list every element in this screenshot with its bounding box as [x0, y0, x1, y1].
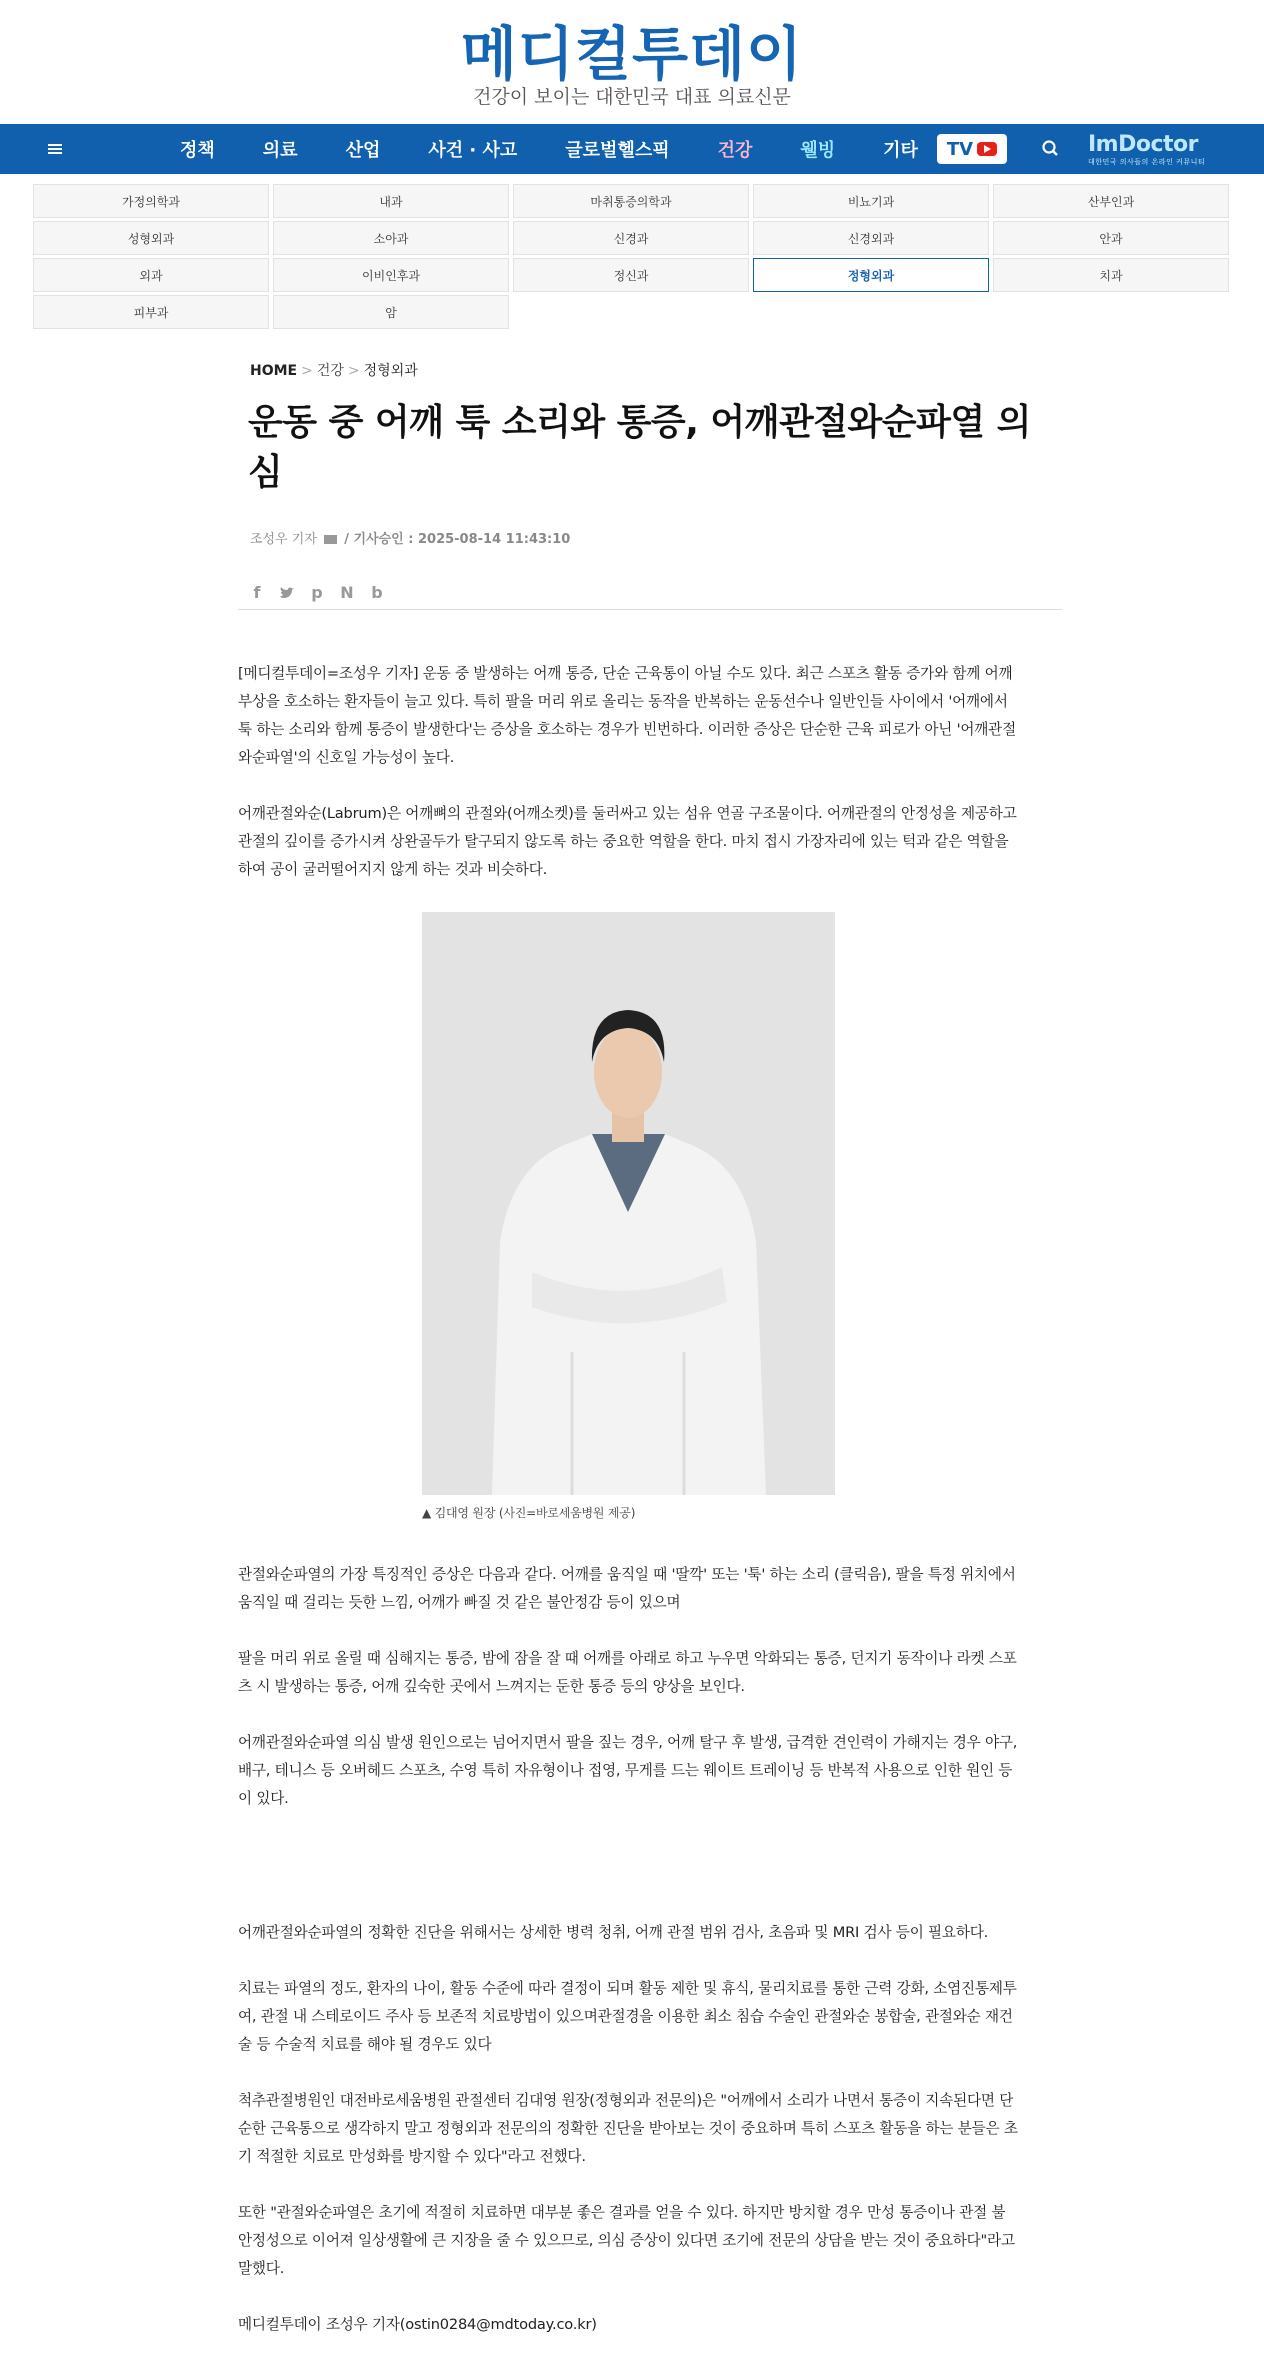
article-paragraph: 어깨관절와순파열의 정확한 진단을 위해서는 상세한 병력 청취, 어깨 관절 범위 검사, 초음파 및 MRI 검사 등이 필요하다. — [238, 1924, 989, 1941]
category-item[interactable]: 내과 — [273, 184, 509, 218]
imdoctor-sub: 대한민국 의사들의 온라인 커뮤니티 — [1088, 158, 1206, 166]
article-paragraph: 치료는 파열의 정도, 환자의 나이, 활동 수준에 따라 결정이 되며 활동 제한 및 휴식, 물리치료를 통한 근력 강화, 소염진통제투여, 관절 내 스테로이드 주사 등 보존적 치료방법이 있으며관절경을 이용한 최소 침습 수술인 관절와순 봉합술, 관절와순 재건술 등 수술적 치료를 해야 될 경우도 있다 — [238, 1980, 1017, 2053]
category-item[interactable]: 정신과 — [513, 258, 749, 292]
nav-item-wellbeing[interactable]: 웰빙 — [800, 140, 836, 161]
nav-item-global-health[interactable]: 글로벌헬스픽 — [565, 140, 670, 161]
breadcrumb — [250, 360, 1062, 380]
photo-caption: ▲ 김대영 원장 (사진=바로세움병원 제공) — [422, 1506, 636, 1520]
nav-item-etc[interactable]: 기타 — [883, 140, 918, 161]
byline: 메디컬투데이 조성우 기자(ostin0284@mdtoday.co.kr) — [238, 2316, 597, 2333]
nav-item-health[interactable]: 건강 — [717, 140, 753, 161]
facebook-icon[interactable]: f — [253, 583, 261, 602]
category-item-active[interactable]: 정형외과 — [753, 258, 989, 292]
nav-item-industry[interactable]: 산업 — [345, 140, 381, 161]
article-paragraph: 척추관절병원인 대전바로세움병원 관절센터 김대영 원장(정형외과 전문의)은 "어깨에서 소리가 나면서 통증이 지속된다면 단순한 근육통으로 생각하지 말고 정형외과 전문의의 정확한 진단을 받아보는 것이 중요하며 특히 스포츠 활동을 하는 분들은 초기 적절한 치료로 만성화를 방지할 수 있다"라고 전했다. — [238, 2092, 1018, 2165]
spacer — [238, 1841, 1018, 1919]
mail-icon[interactable] — [324, 535, 337, 544]
imdoctor-banner[interactable] — [1088, 132, 1228, 166]
category-grid — [33, 184, 1231, 329]
band-icon[interactable]: b — [371, 583, 383, 602]
nav-item-incidents[interactable]: 사건 · 사고 — [428, 140, 518, 161]
search-icon[interactable] — [1040, 138, 1062, 160]
breadcrumb-level1[interactable]: 건강 — [316, 363, 344, 379]
article-body — [238, 660, 1018, 2339]
naver-icon[interactable]: N — [340, 583, 354, 602]
category-item[interactable]: 비뇨기과 — [753, 184, 989, 218]
pinterest-icon[interactable]: p — [311, 583, 323, 602]
article-paragraph: 어깨관절와순파열 의심 발생 원인으로는 넘어지면서 팔을 짚는 경우, 어깨 탈구 후 발생, 급격한 견인력이 가해지는 경우 야구, 배구, 테니스 등 오버헤드 스포츠, 수영 특히 자유형이나 접영, 무게를 드는 웨이트 트레이닝 등 반복적 사용으로 인한 원인 등이 있다. — [238, 1734, 1018, 1807]
category-item[interactable]: 이비인후과 — [273, 258, 509, 292]
share-bar — [248, 581, 1062, 605]
article-paragraph: 또한 "관절와순파열은 초기에 적절히 치료하면 대부분 좋은 결과를 얻을 수 있다. 하지만 방치할 경우 만성 통증이나 관절 불안정성으로 이어져 일상생활에 큰 지장을 줄 수 있으므로, 의심 증상이 있다면 조기에 전문의 상담을 받는 것이 중요하다"라고 말했다. — [238, 2204, 1015, 2277]
divider — [238, 609, 1062, 610]
category-item[interactable]: 암 — [273, 295, 509, 329]
category-item[interactable]: 신경외과 — [753, 221, 989, 255]
article-meta — [250, 528, 1062, 547]
category-item[interactable]: 가정의학과 — [33, 184, 269, 218]
approval-date: / 기사승인 : 2025-08-14 11:43:10 — [344, 532, 571, 547]
article-paragraph: 팔을 머리 위로 올릴 때 심해지는 통증, 밤에 잠을 잘 때 어깨를 아래로 하고 누우면 악화되는 통증, 던지기 동작이나 라켓 스포츠 시 발생하는 통증, 어깨 깊숙한 곳에서 느껴지는 둔한 통증 등의 양상을 보인다. — [238, 1650, 1017, 1695]
masthead — [0, 0, 1264, 124]
category-item[interactable]: 산부인과 — [993, 184, 1229, 218]
breadcrumb-separator: > — [301, 363, 313, 379]
article-paragraph: 관절와순파열의 가장 특징적인 증상은 다음과 같다. 어깨를 움직일 때 '딸깍' 또는 '툭' 하는 소리 (클릭음), 팔을 특정 위치에서 움직일 때 걸리는 듯한 느낌, 어깨가 빠질 것 같은 불안정감 등이 있으며 — [238, 1566, 1016, 1611]
main-nav — [0, 124, 1264, 174]
category-item[interactable]: 피부과 — [33, 295, 269, 329]
imdoctor-logo — [1088, 132, 1228, 157]
article-title: 운동 중 어깨 툭 소리와 통증, 어깨관절와순파열 의심 — [248, 402, 1031, 493]
article-paragraph: 어깨관절와순(Labrum)은 어깨뼈의 관절와(어깨소켓)를 둘러싸고 있는 섬유 연골 구조물이다. 어깨관절의 안정성을 제공하고 관절의 깊이를 증가시켜 상완골두가 탈구되지 않도록 하는 중요한 역할을 한다. 마치 접시 가장자리에 있는 턱과 같은 역할을 하여 공이 굴러떨어지지 않게 하는 것과 비슷하다. — [238, 805, 1017, 878]
menu-icon[interactable] — [46, 137, 66, 161]
nav-item-policy[interactable]: 정책 — [180, 140, 215, 161]
breadcrumb-separator: > — [347, 363, 360, 379]
site-logo[interactable]: 메디컬투데이 — [460, 20, 804, 88]
youtube-icon — [977, 142, 997, 156]
breadcrumb-level2[interactable]: 정형외과 — [363, 363, 418, 379]
category-item[interactable]: 성형외과 — [33, 221, 269, 255]
nav-item-medical[interactable]: 의료 — [262, 140, 298, 161]
category-item[interactable]: 신경과 — [513, 221, 749, 255]
breadcrumb-home[interactable]: HOME — [250, 363, 298, 379]
article-photo[interactable] — [422, 912, 835, 1495]
tv-label: TV — [946, 138, 974, 160]
site-tagline: 건강이 보이는 대한민국 대표 의료신문 — [473, 86, 791, 108]
category-item[interactable]: 외과 — [33, 258, 269, 292]
article — [238, 360, 1062, 2367]
author-name: 조성우 기자 — [250, 532, 317, 547]
category-item[interactable]: 치과 — [993, 258, 1229, 292]
article-paragraph: [메디컬투데이=조성우 기자] 운동 중 발생하는 어깨 통증, 단순 근육통이 아닐 수도 있다. 최근 스포츠 활동 증가와 함께 어깨 부상을 호소하는 환자들이 늘고 있다. 특히 팔을 머리 위로 올리는 동작을 반복하는 운동선수나 일반인들 사이에서 '어깨에서 툭 하는 소리와 함께 통증이 발생한다'는 증상을 호소하는 경우가 빈번하다. 이러한 증상은 단순한 근육 피로가 아닌 '어깨관절와순파열'의 신호일 가능성이 높다. — [238, 665, 1016, 766]
category-item[interactable]: 마취통증의학과 — [513, 184, 749, 218]
category-item[interactable]: 소아과 — [273, 221, 509, 255]
imdoctor-wordmark: ImDoctor — [1088, 132, 1199, 157]
tv-button[interactable] — [937, 134, 1007, 164]
category-item[interactable]: 안과 — [993, 221, 1229, 255]
nav-menu — [180, 124, 966, 174]
twitter-icon[interactable] — [278, 584, 296, 602]
